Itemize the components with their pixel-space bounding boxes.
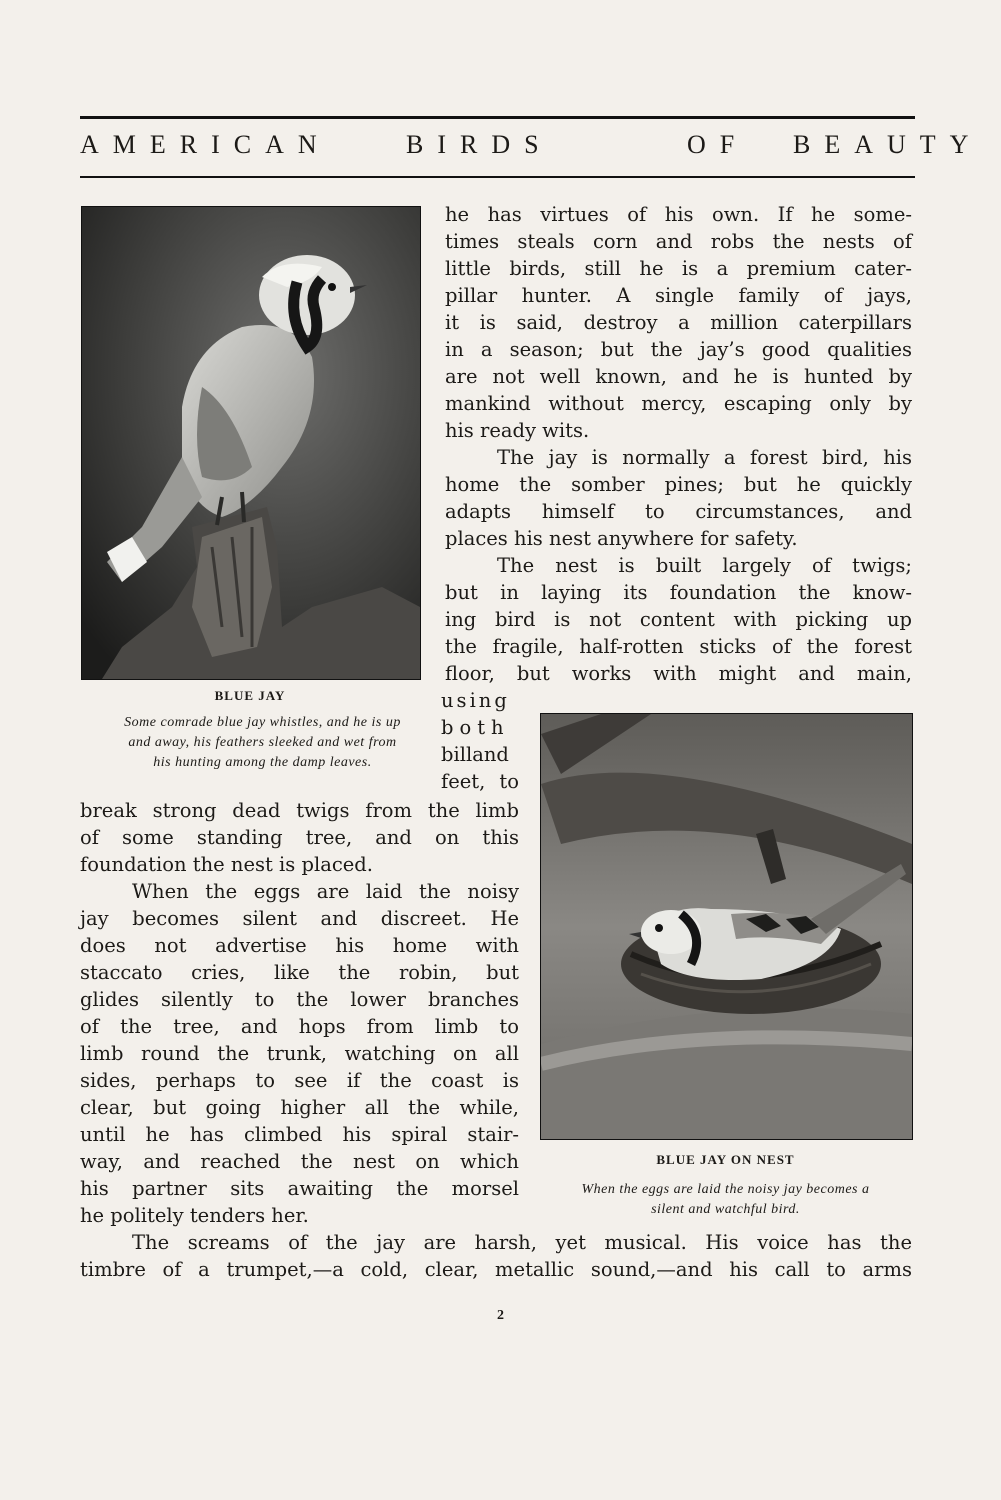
body-line: glides silently to the lower branches xyxy=(80,988,519,1011)
page-number: 2 xyxy=(497,1308,504,1323)
body-line: The jay is normally a forest bird, his xyxy=(497,446,912,469)
body-line: using xyxy=(441,689,510,712)
body-line: both xyxy=(441,716,510,739)
body-line: mankind without mercy, escaping only by xyxy=(445,392,912,415)
body-line: does not advertise his home with xyxy=(80,934,519,957)
body-line: break strong dead twigs from the limb xyxy=(80,799,519,822)
body-line: timbre of a trumpet,—a cold, clear, metallic sound,—and his call to arms xyxy=(80,1258,912,1281)
figure1-caption xyxy=(90,713,435,773)
body-line: until he has climbed his spiral stair- xyxy=(80,1123,519,1146)
running-title-word: BEAUTY xyxy=(793,130,983,159)
body-line: it is said, destroy a million caterpillars xyxy=(445,311,912,334)
body-line: sides, perhaps to see if the coast is xyxy=(80,1069,519,1092)
body-line: floor, but works with might and main, xyxy=(445,662,912,685)
body-line: his partner sits awaiting the morsel xyxy=(80,1177,519,1200)
body-line: billand xyxy=(441,743,509,766)
body-line: adapts himself to circumstances, and xyxy=(445,500,912,523)
figure2-caption-line: silent and watchful bird. xyxy=(651,1202,800,1217)
body-line: of the tree, and hops from limb to xyxy=(80,1015,519,1038)
body-line: the fragile, half-rotten sticks of the forest xyxy=(445,635,912,658)
figure2-title: BLUE JAY ON NEST xyxy=(656,1152,795,1167)
figure1-caption-line: his hunting among the damp leaves. xyxy=(153,755,372,770)
running-title-word: OF xyxy=(687,130,749,159)
body-line: way, and reached the nest on which xyxy=(80,1150,519,1173)
body-line: his ready wits. xyxy=(445,419,590,442)
body-line: places his nest anywhere for safety. xyxy=(445,527,798,550)
body-line: of some standing tree, and on this xyxy=(80,826,519,849)
body-line: in a season; but the jay’s good qualities xyxy=(445,338,912,361)
body-line: pillar hunter. A single family of jays, xyxy=(445,284,912,307)
body-line: When the eggs are laid the noisy xyxy=(132,880,519,903)
body-line: clear, but going higher all the while, xyxy=(80,1096,519,1119)
figure1-caption-line: and away, his feathers sleeked and wet from xyxy=(128,735,397,750)
body-line: feet, to xyxy=(441,770,519,793)
body-line: ing bird is not content with picking up xyxy=(445,608,912,631)
header-rule-bottom xyxy=(80,176,915,178)
blue-jay-on-nest-photo xyxy=(540,713,913,1140)
body-line: foundation the nest is placed. xyxy=(80,853,373,876)
body-line: little birds, still he is a premium cater- xyxy=(445,257,912,280)
body-line: staccato cries, like the robin, but xyxy=(80,961,519,984)
body-line: home the somber pines; but he quickly xyxy=(445,473,912,496)
body-line: are not well known, and he is hunted by xyxy=(445,365,912,388)
blue-jay-illustration xyxy=(82,207,420,679)
header-rule-top xyxy=(80,116,915,119)
figure1-caption-line: Some comrade blue jay whistles, and he is up xyxy=(124,715,401,730)
body-line: jay becomes silent and discreet. He xyxy=(80,907,519,930)
running-title-word: AMERICAN xyxy=(80,130,331,159)
body-line: The screams of the jay are harsh, yet musical. His voice has the xyxy=(132,1231,912,1254)
figure1-title: BLUE JAY xyxy=(214,688,286,703)
figure2-caption xyxy=(525,1180,926,1220)
body-line: times steals corn and robs the nests of xyxy=(445,230,912,253)
running-title-word: BIRDS xyxy=(406,130,553,159)
body-line: The nest is built largely of twigs; xyxy=(497,554,912,577)
blue-jay-nest-illustration xyxy=(541,714,912,1139)
blue-jay-photo xyxy=(81,206,421,680)
body-line: he has virtues of his own. If he some- xyxy=(445,203,912,226)
body-line: he politely tenders her. xyxy=(80,1204,309,1227)
figure2-caption-line: When the eggs are laid the noisy jay becomes a xyxy=(581,1182,870,1197)
body-line: but in laying its foundation the know- xyxy=(445,581,912,604)
body-line: limb round the trunk, watching on all xyxy=(80,1042,519,1065)
